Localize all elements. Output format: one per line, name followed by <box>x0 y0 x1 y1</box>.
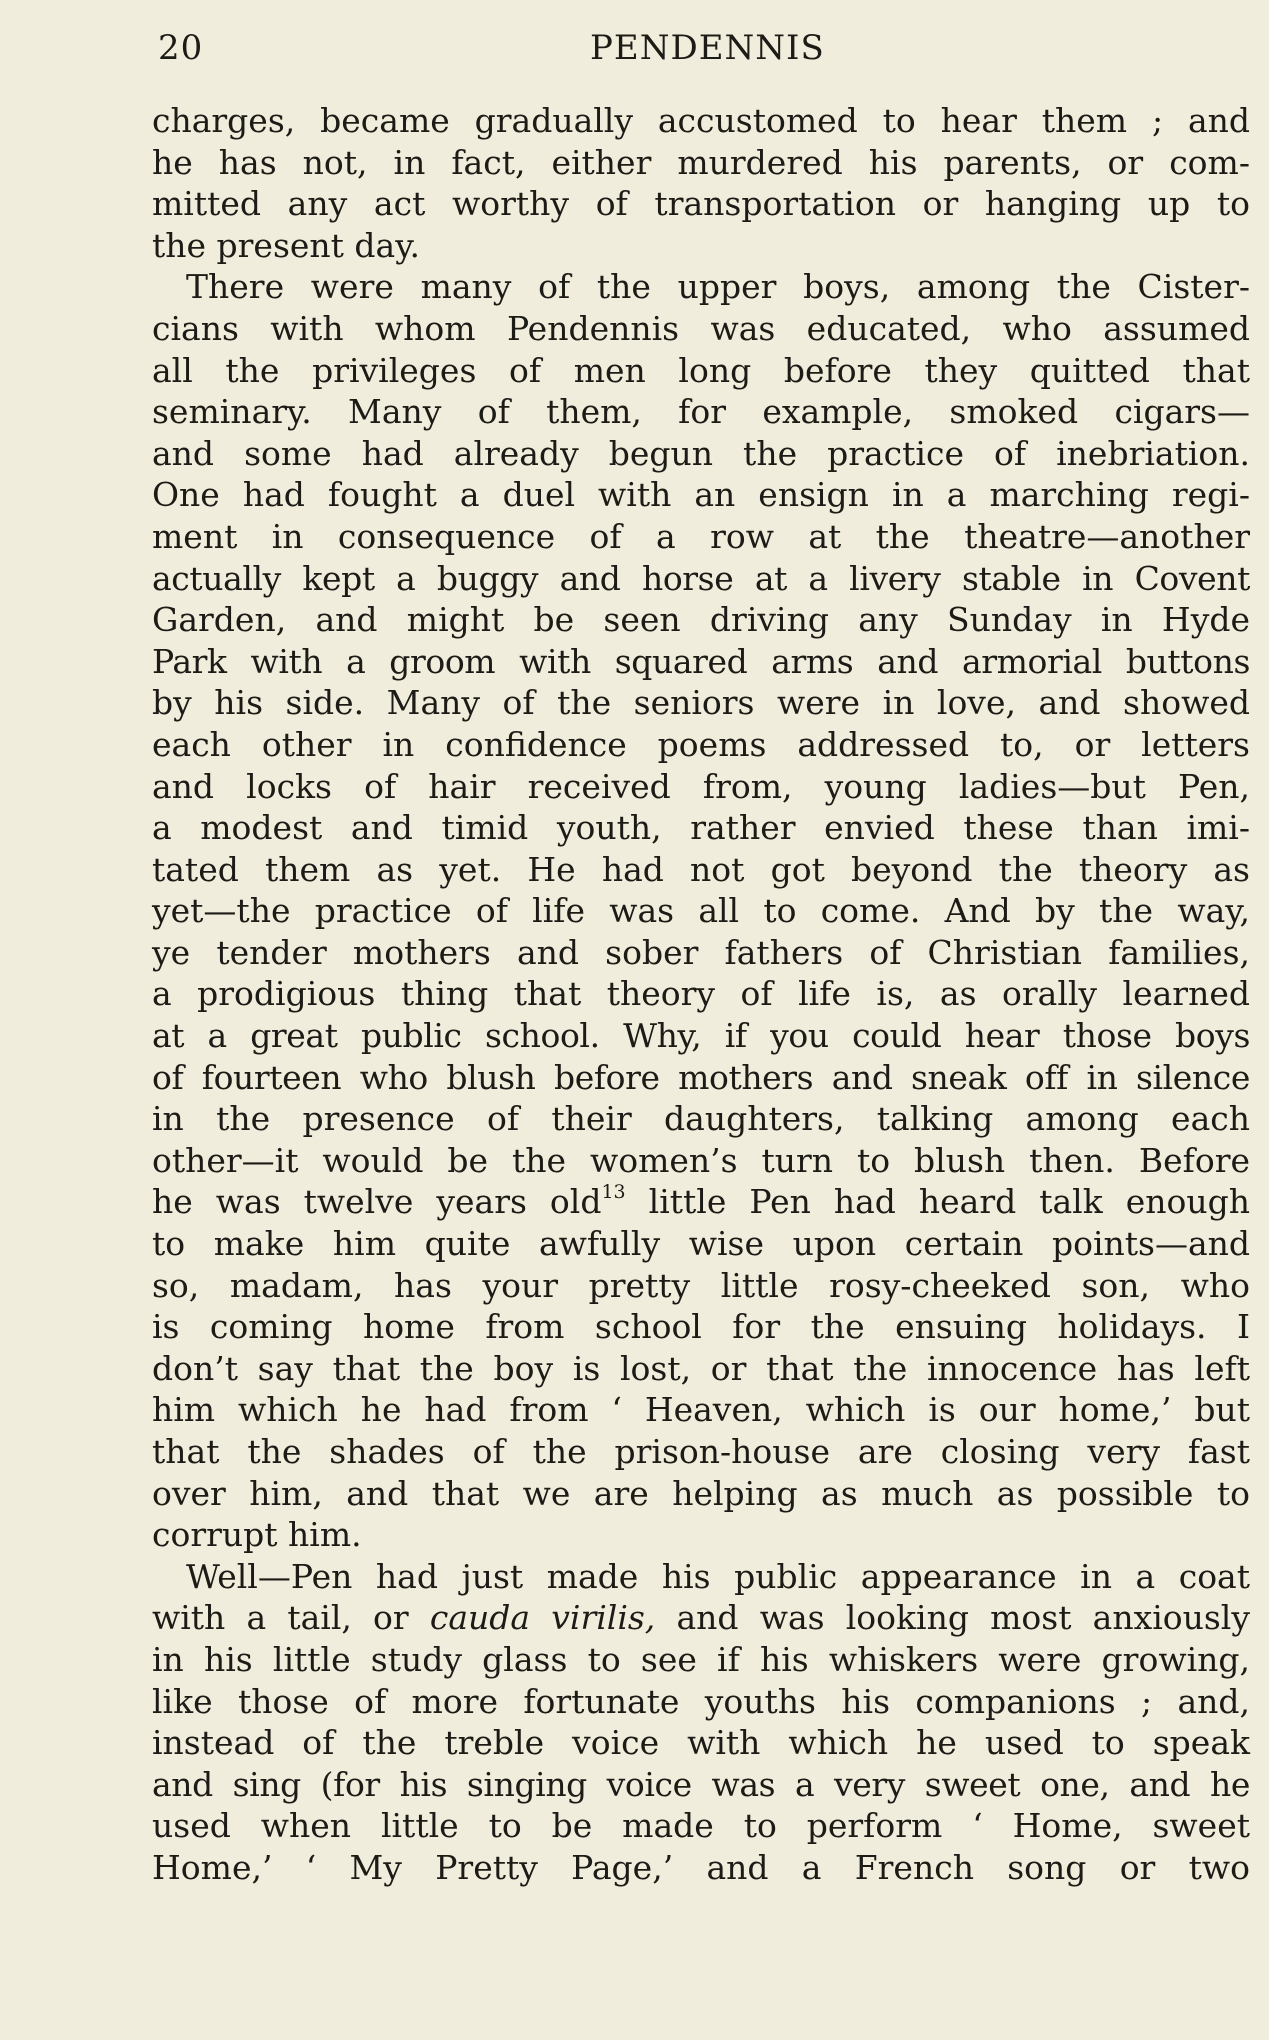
text-line: ye tender mothers and sober fathers of Christian families, <box>152 932 1250 972</box>
text-line: seminary. Many of them, for example, smoked cigars— <box>152 392 1250 432</box>
text-line: a modest and timid youth, rather envied these than imi- <box>152 808 1250 848</box>
text-line: tated them as yet. He had not got beyond the theory as <box>152 849 1250 889</box>
text-line: yet—the practice of life was all to come. And by the way, <box>152 891 1250 931</box>
text-line: over him, and that we are helping as much as possible to <box>152 1473 1250 1513</box>
text-line: Garden, and might be seen driving any Sunday in Hyde <box>152 600 1250 640</box>
body-text <box>152 100 1250 1889</box>
text-segment: he was twelve years old <box>152 1182 602 1222</box>
text-line: One had fought a duel with an ensign in a marching regi- <box>152 475 1250 515</box>
text-line: each other in confidence poems addressed to, or letters <box>152 724 1250 764</box>
text-segment: little Pen had heard talk enough <box>625 1182 1250 1222</box>
text-line-with-footnote <box>152 1181 1250 1223</box>
footnote-reference[interactable]: 13 <box>601 1181 626 1204</box>
text-line: he has not, in fact, either murdered his parents, or com- <box>152 142 1250 182</box>
text-line: and sing (for his singing voice was a very sweet one, and he <box>152 1764 1250 1804</box>
text-line: of fourteen who blush before mothers and sneak off in silence <box>152 1057 1250 1097</box>
page-number: 20 <box>158 28 204 68</box>
italic-phrase: cauda virilis, <box>429 1598 656 1638</box>
paragraph-start-line: There were many of the upper boys, among the Cister- <box>186 267 1250 307</box>
text-line: is coming home from school for the ensuing holidays. I <box>152 1307 1250 1347</box>
text-line: that the shades of the prison-house are closing very fast <box>152 1432 1250 1471</box>
text-line: Park with a groom with squared arms and armorial buttons <box>152 641 1250 681</box>
text-line: used when little to be made to perform ‘ Home, sweet <box>152 1806 1250 1846</box>
text-line: ment in consequence of a row at the theatre—another <box>152 516 1250 556</box>
text-line: all the privileges of men long before they quitted that <box>152 350 1250 390</box>
paragraph-start-line: Well—Pen had just made his public appearance in a coat <box>186 1556 1250 1596</box>
text-line: actually kept a buggy and horse at a livery stable in Covent <box>152 558 1250 598</box>
text-line: him which he had from ‘ Heaven, which is our home,’ but <box>152 1390 1250 1430</box>
page-header <box>150 28 1250 74</box>
text-line: Home,’ ‘ My Pretty Page,’ and a French song or two <box>152 1847 1250 1887</box>
text-line: other—it would be the women’s turn to blush then. Before <box>152 1140 1250 1180</box>
text-segment: and was looking most anxiously <box>655 1598 1251 1638</box>
text-line: in his little study glass to see if his whiskers were growing, <box>152 1639 1250 1679</box>
text-line: the present day. <box>152 225 420 265</box>
text-line: to make him quite awfully wise upon certain points—and <box>152 1224 1250 1264</box>
text-line: by his side. Many of the seniors were in love, and showed <box>152 683 1250 723</box>
text-line: mitted any act worthy of transportation or hanging up to <box>152 184 1250 224</box>
text-line: a prodigious thing that theory of life is, as orally learned <box>152 974 1250 1014</box>
text-line: and locks of hair received from, young ladies—but Pen, <box>152 766 1250 806</box>
text-line: like those of more fortunate youths his companions ; and, <box>152 1681 1250 1721</box>
text-line: corrupt him. <box>152 1515 362 1555</box>
text-line: at a great public school. Why, if you could hear those boys <box>152 1016 1250 1056</box>
text-line: in the presence of their daughters, talking among each <box>152 1099 1250 1139</box>
running-title: PENDENNIS <box>590 28 825 68</box>
text-line: so, madam, has your pretty little rosy-cheeked son, who <box>152 1265 1250 1305</box>
text-line: charges, became gradually accustomed to hear them ; and <box>152 101 1250 140</box>
text-line: and some had already begun the practice of inebriation. <box>152 433 1250 473</box>
text-line: don’t say that the boy is lost, or that the innocence has left <box>152 1348 1250 1388</box>
text-line-with-italic <box>152 1597 1250 1639</box>
text-line: instead of the treble voice with which he used to speak <box>152 1723 1250 1763</box>
text-segment: with a tail, or <box>152 1598 430 1638</box>
text-line: cians with whom Pendennis was educated, who assumed <box>152 308 1250 348</box>
